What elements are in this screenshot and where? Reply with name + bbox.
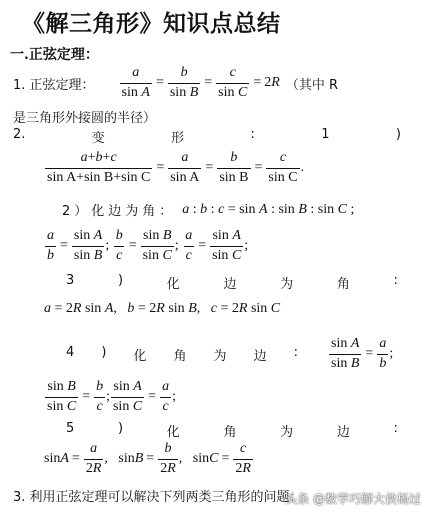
sin-ratio-ab: $\frac{\text{sin A}}{\text{sin B}}$ = $\frac{a}{b}$ ; bbox=[331, 336, 394, 371]
item-2-2-label: 2）化边为角： bbox=[62, 204, 177, 219]
section-heading: 一.正弦定理： bbox=[10, 47, 99, 63]
item-1-note-cont: 是三角形外接圆的半径） bbox=[13, 111, 157, 126]
sin-formula: sin A = $\frac{a}{2R}$ , sin B = $\frac{b}{2R}$ , sin C = $\frac{c}{2R}$ bbox=[44, 441, 251, 476]
item-2-5-heading: 5 ) 化 角 为 边 : bbox=[66, 421, 398, 440]
item-2-3-heading: 3 ) 化 边 为 角 : bbox=[66, 273, 398, 292]
ratio-fractions: $\frac{a}{b}$ = $\frac{\text{sin A}}{\text{sin B}}$ ; $\frac{b}{c}$ = $\frac{\text{sin B}}{\text{sin C}}$ ; $\frac{a}{c}$ = $\frac{\text{sin A}}{\text{sin C}}$ ; bbox=[47, 228, 249, 263]
item-1-note: （其中 R bbox=[285, 77, 338, 93]
side-formula: a = 2R sin A, b = 2R sin B, c = 2R sin C bbox=[44, 301, 281, 316]
item-3-text: 3. 利用正弦定理可以解决下列两类三角形的问题： bbox=[13, 490, 303, 505]
item-1-label: 1. 正弦定理： bbox=[13, 77, 95, 93]
sum-ratio-formula: $\frac{a+b+c}{\text{sin A+sin B+sin C}}$ = $\frac{a}{\text{sin A}}$ = $\frac{b}{\text{sin B}}$ = $\frac{c}{\text{sin C}}$ . bbox=[47, 150, 305, 185]
sin-ratio-fractions: $\frac{\text{sin B}}{\text{sin C}}$ = $\frac{b}{c}$ ; $\frac{\text{sin A}}{\text{sin C}}$ = $\frac{a}{c}$ ; bbox=[47, 379, 176, 414]
document-title: 《解三角形》知识点总结 bbox=[22, 10, 281, 37]
law-of-sines-line bbox=[13, 60, 338, 106]
item-2-2-line bbox=[62, 200, 354, 219]
watermark: 头条 @数学巧解大侠杨过 bbox=[285, 492, 421, 506]
law-of-sines-formula: $\frac{a}{\text{sin A}}$ = $\frac{b}{\text{sin B}}$ = $\frac{c}{\text{sin C}}$ = 2R bbox=[121, 65, 280, 100]
ratio-formula: a : b : c = sin A : sin B : sin C ; bbox=[182, 201, 355, 217]
item-2-heading: 2. 变 形 : 1 ) bbox=[13, 127, 401, 146]
item-2-4-heading: 4 ) 化 角 为 边 : bbox=[66, 345, 298, 364]
